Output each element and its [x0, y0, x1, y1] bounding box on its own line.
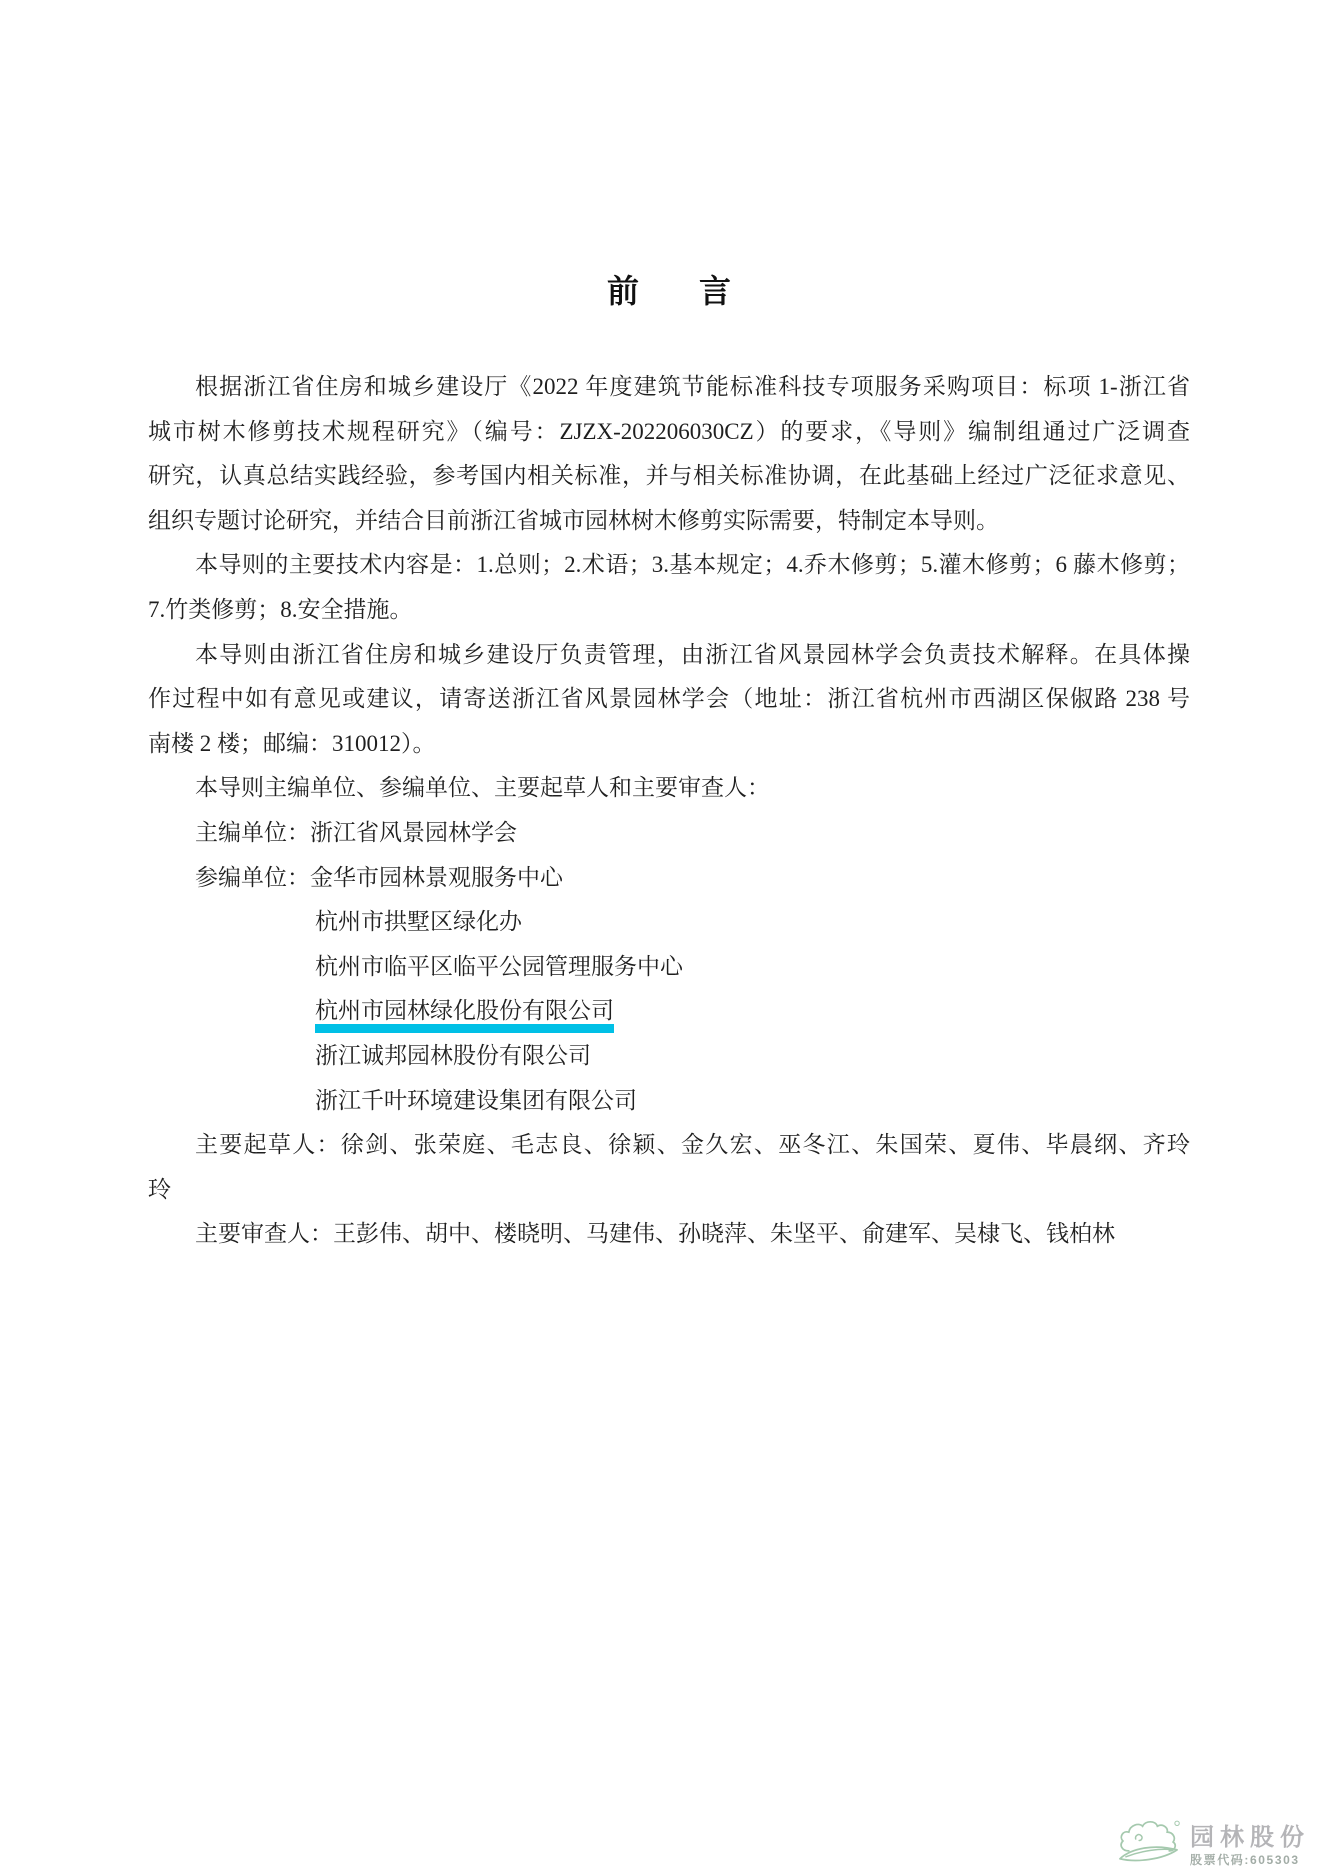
title-char-right: 言 [699, 273, 732, 309]
intro-line: 研究，认真总结实践经验，参考国内相关标准，并与相关标准协调，在此基础上经过广泛征求意见、 [148, 463, 1190, 489]
brand-name: 园林股份 [1190, 1824, 1310, 1851]
management-line: 本导则由浙江省住房和城乡建设厅负责管理，由浙江省风景园林学会负责技术解释。在具体操 [195, 641, 1190, 667]
footer-brand-logo [1117, 1818, 1310, 1866]
participant-line: 参编单位：金华市园林景观服务中心 [195, 864, 563, 890]
intro-line: 组织专题讨论研究，并结合目前浙江省城市园林树木修剪实际需要，特制定本导则。 [148, 507, 999, 533]
chief-editor-line: 主编单位：浙江省风景园林学会 [195, 819, 517, 845]
units-intro-line: 本导则主编单位、参编单位、主要起草人和主要审查人： [195, 775, 770, 801]
participant-line: 杭州市拱墅区绿化办 [315, 909, 522, 935]
participant-line: 浙江诚邦园林股份有限公司 [315, 1042, 591, 1068]
title-char-left: 前 [606, 273, 639, 309]
highlighted-participant: 杭州市园林绿化股份有限公司 [315, 998, 614, 1033]
intro-line: 根据浙江省住房和城乡建设厅《2022 年度建筑节能标准科技专项服务采购项目：标项 1-浙江省 [195, 374, 1190, 399]
participant-line: 浙江千叶环境建设集团有限公司 [315, 1087, 637, 1113]
participant-line: 杭州市临平区临平公园管理服务中心 [315, 953, 683, 979]
page-title [148, 271, 1190, 311]
brand-stock-code: 股票代码:605303 [1190, 1853, 1300, 1867]
preface-body [148, 365, 1190, 1257]
cloud-leaf-logo-icon [1117, 1818, 1181, 1866]
page-content [148, 0, 1190, 1871]
intro-line: 城市树木修剪技术规程研究》（编号：ZJZX-202206030CZ）的要求，《导则》编制组通过广泛调查 [148, 418, 1190, 444]
brand-text-block [1190, 1826, 1310, 1866]
drafters-line: 玲 [148, 1176, 171, 1202]
contents-line: 7.竹类修剪；8.安全措施。 [148, 596, 413, 622]
reviewers-line: 主要审查人：王彭伟、胡中、楼晓明、马建伟、孙晓萍、朱坚平、俞建军、吴棣飞、钱柏林 [195, 1221, 1115, 1247]
participant-line [148, 989, 1190, 1034]
drafters-line: 主要起草人：徐剑、张荣庭、毛志良、徐颖、金久宏、巫冬江、朱国荣、夏伟、毕晨纲、齐玲 [195, 1132, 1190, 1158]
contents-line: 本导则的主要技术内容是：1.总则；2.术语；3.基本规定；4.乔木修剪；5.灌木修剪；6 藤木修剪； [195, 552, 1190, 578]
management-line: 作过程中如有意见或建议，请寄送浙江省风景园林学会（地址：浙江省杭州市西湖区保俶路 238 号 [148, 686, 1190, 712]
management-line: 南楼 2 楼；邮编：310012）。 [148, 730, 436, 756]
